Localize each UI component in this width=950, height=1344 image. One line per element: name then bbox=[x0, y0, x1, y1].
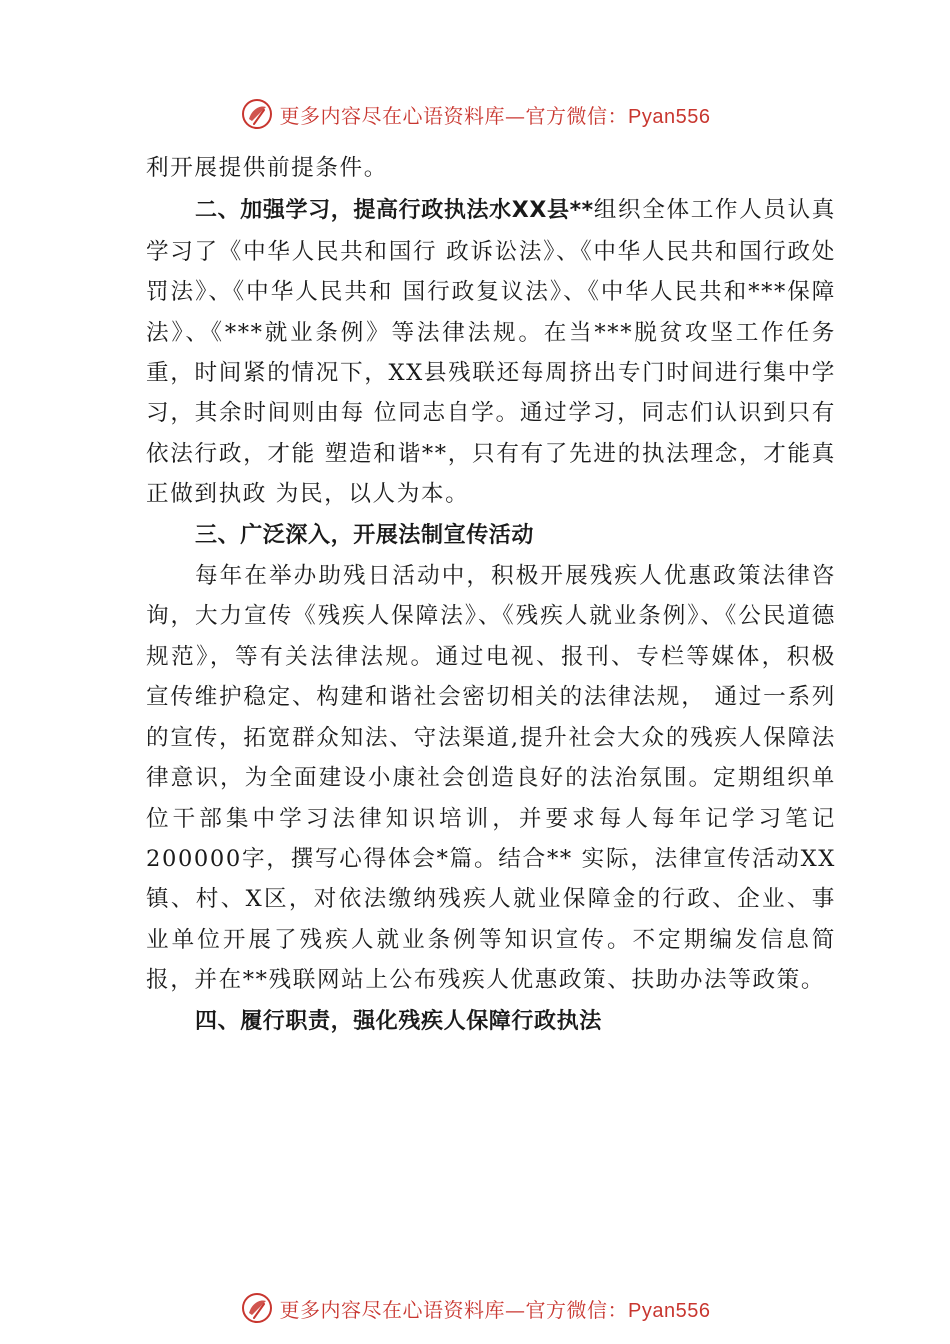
section-2-heading: 二、加强学习，提高行政执法水XX县** bbox=[195, 198, 594, 224]
watermark-text bbox=[280, 1294, 711, 1323]
section-3-body: 每年在举办助残日活动中，积极开展残疾人优惠政策法律咨询，大力宣传《残疾人保障法》、《残疾人就业条例》、《公民道德规范》，等有关法律法规。通过电视、报刊、专栏等媒体，积极宣传维护稳定、构建和谐社会密切相关的法律法规， 通过一系列的宣传，拓宽群众知法、守法渠道,提升社会大众的残疾人保障法律意识，为全面建设小康社会创造良好的法治氛围。定期组织单位干部集中学习法律知识培训，并要求每人每年记学习笔记 200000字，撰写心得体会*篇。结合** 实际，法律宣传活动XX镇、村、X区，对依法缴纳残疾人就业保障金的行政、企业、事业单位开展了残疾人就业条例等知识宣传。不定期编发信息简报，并在**残联网站上公布残疾人优惠政策、扶助办法等政策。 bbox=[146, 563, 836, 994]
paragraph-intro-tail: 利开展提供前提条件。 bbox=[146, 155, 388, 181]
brand-logo-icon bbox=[240, 1291, 274, 1325]
watermark-footer bbox=[0, 1288, 950, 1328]
watermark-label: 更多内容尽在心语资料库—官方微信： bbox=[279, 1297, 629, 1322]
section-3-heading-line bbox=[146, 515, 836, 556]
section-4-heading-line bbox=[146, 1001, 836, 1042]
watermark-header bbox=[0, 94, 950, 134]
watermark-label: 更多内容尽在心语资料库—官方微信： bbox=[279, 103, 629, 128]
watermark-account: Pyan556 bbox=[628, 1299, 711, 1322]
section-2-body: 组织全体工作人员认真学习了《中华人民共和国行 政诉讼法》、《中华人民共和国行政处罚法》、《中华人民共和 国行政复议法》、《中华人民共和***保障法》、《***就业条例》等法律法规。在当***脱贫攻坚工作任务重，时间紧的情况下，XX县残联还每周挤出专门时间进行集中学习，其余时间则由每 位同志自学。通过学习，同志们认识到只有依法行政，才能 塑造和谐**，只有有了先进的执法理念，才能真正做到执政 为民，以人为本。 bbox=[146, 197, 836, 508]
brand-logo-icon bbox=[240, 97, 274, 131]
watermark-account: Pyan556 bbox=[628, 105, 711, 128]
section-4-heading: 四、履行职责，强化残疾人保障行政执法 bbox=[195, 1008, 602, 1034]
document-body bbox=[146, 148, 836, 1042]
section-3-heading: 三、广泛深入，开展法制宣传活动 bbox=[195, 522, 535, 548]
watermark-text bbox=[280, 100, 711, 129]
section-2-paragraph bbox=[146, 190, 836, 514]
